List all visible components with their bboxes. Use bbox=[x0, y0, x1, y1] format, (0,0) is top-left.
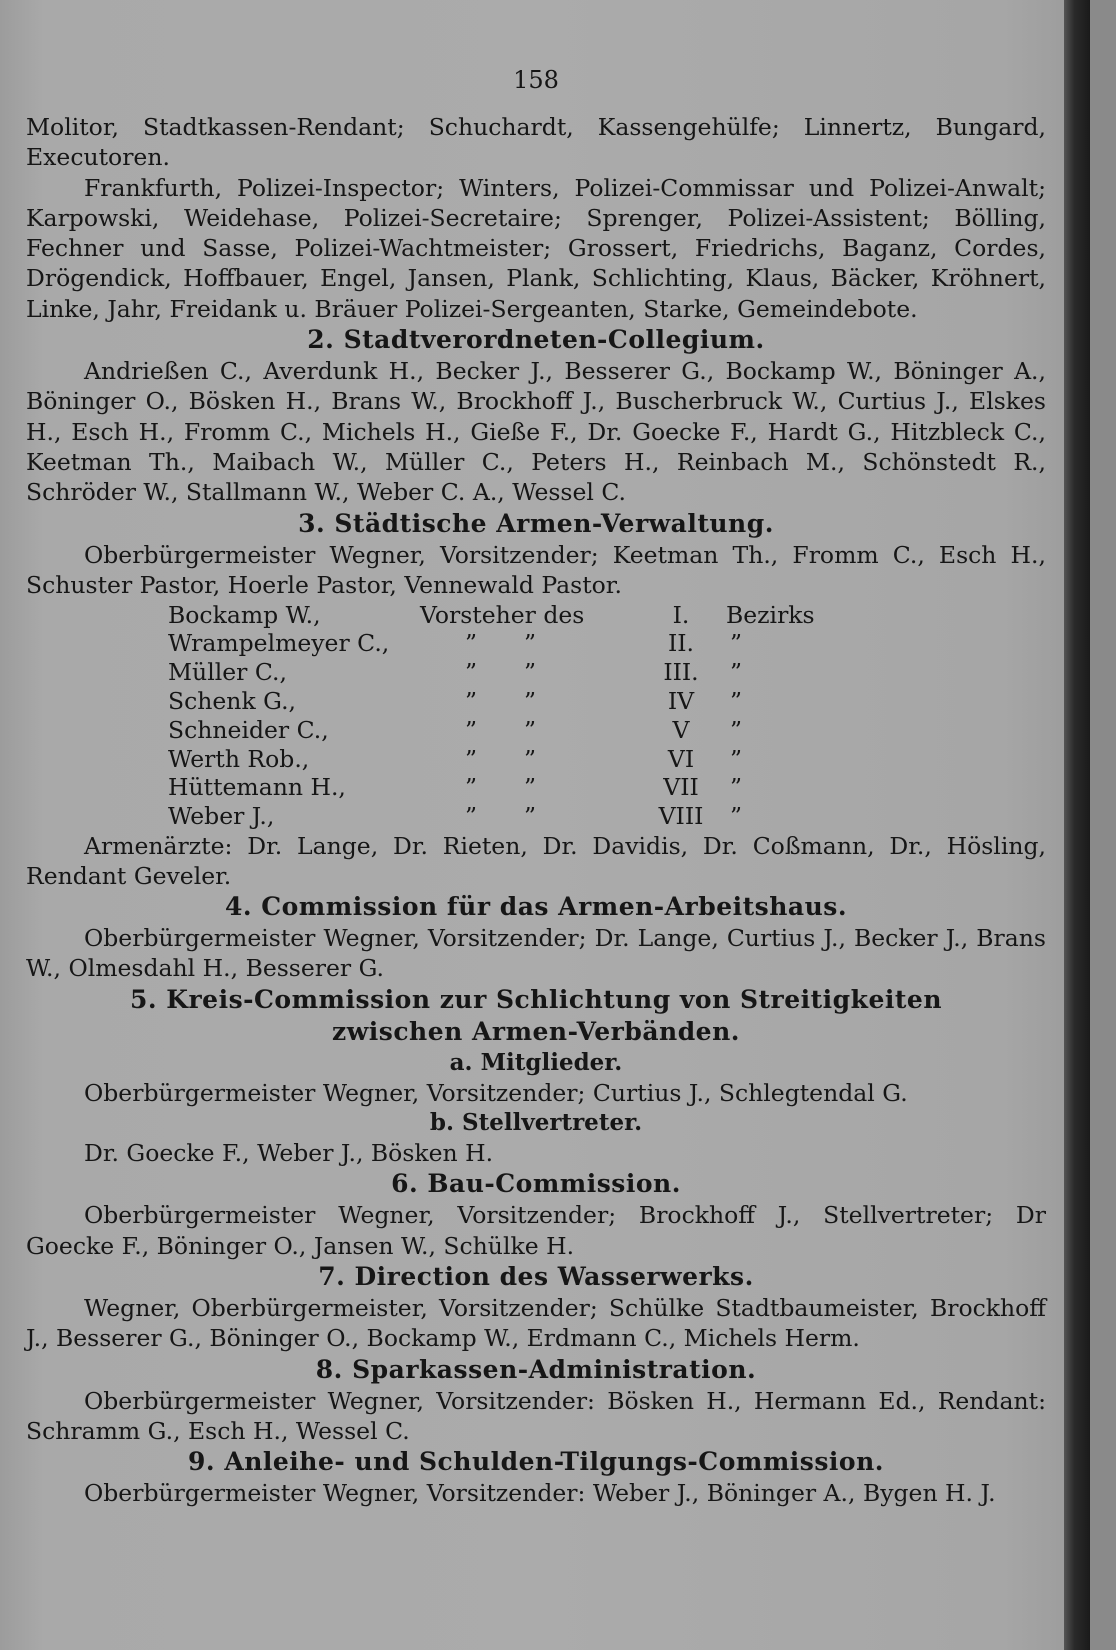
district-row bbox=[168, 658, 866, 687]
heading-stadtverordneten: 2. Stadtverordneten-Collegium. bbox=[307, 325, 765, 355]
paragraph-sparkasse: Oberbürgermeister Wegner, Vorsitzender: Bösken H., Hermann Ed., Rendant: Schramm G., Esch H., Wessel C. bbox=[26, 1386, 1046, 1445]
district-overseer: Bockamp W., bbox=[168, 600, 321, 629]
heading-kreis-commission-line1: 5. Kreis-Commission zur Schlichtung von Streitigkeiten bbox=[129, 984, 943, 1014]
heading-anleihe-commission: 9. Anleihe- und Schulden-Tilgungs-Commission. bbox=[188, 1447, 884, 1477]
ditto-mark: ” bbox=[464, 629, 477, 658]
district-row bbox=[168, 744, 866, 773]
district-unit-ditto bbox=[726, 629, 866, 658]
ditto-mark: ” bbox=[464, 715, 477, 744]
ditto-mark: ” bbox=[730, 773, 743, 802]
paragraph-armen-arbeitshaus: Oberbürgermeister Wegner, Vorsitzender; Dr. Lange, Curtius J., Becker J., Brans W., Olmesdahl H., Besserer G. bbox=[26, 924, 1046, 983]
paragraph-armenaerzte: Armenärzte: Dr. Lange, Dr. Rieten, Dr. Davidis, Dr. Coßmann, Dr., Hösling, Rendant Geveler. bbox=[26, 831, 1046, 890]
paragraph-bau-commission: Oberbürgermeister Wegner, Vorsitzender; Brockhoff J., Stellvertreter; Dr Goecke F., Böninger O., Jansen W., Schülke H. bbox=[26, 1201, 1046, 1260]
district-overseer: Schenk G., bbox=[168, 686, 297, 715]
paragraph-armen-verwaltung: Oberbürgermeister Wegner, Vorsitzender; Keetman Th., Fromm C., Esch H., Schuster Pastor, Hoerle Pastor, Vennewald Pastor. bbox=[26, 540, 1046, 599]
district-unit-ditto bbox=[726, 773, 866, 802]
district-number: VIII bbox=[658, 802, 704, 831]
district-number: I. bbox=[672, 600, 690, 629]
district-overseer: Hüttemann H., bbox=[168, 773, 346, 802]
district-number: VII bbox=[663, 773, 699, 802]
heading-kreis-commission-line2: zwischen Armen-Verbänden. bbox=[332, 1016, 740, 1046]
district-overseer: Weber J., bbox=[168, 802, 275, 831]
district-role-ditto bbox=[420, 744, 636, 773]
district-role-ditto bbox=[420, 687, 636, 716]
district-role-ditto bbox=[420, 715, 636, 744]
district-unit-ditto bbox=[726, 715, 866, 744]
ditto-mark: ” bbox=[464, 686, 477, 715]
district-table bbox=[168, 600, 866, 830]
district-role: Vorsteher des bbox=[420, 600, 585, 629]
district-number: III. bbox=[663, 658, 699, 687]
ditto-mark: ” bbox=[464, 773, 477, 802]
district-role-ditto bbox=[420, 629, 636, 658]
ditto-mark: ” bbox=[523, 773, 536, 802]
district-number: II. bbox=[667, 629, 695, 658]
paragraph-polizei: Frankfurth, Polizei-Inspector; Winters, Polizei-Commissar und Polizei-Anwalt; Karpowski, Weidehase, Polizei-Secretaire; Sprenger, Polizei-Assistent; Bölling, Fechner und Sasse, Polizei-Wachtmeister; Grossert, Friedrichs, Baganz, Cordes, Drögendick, Hoffbauer, Engel, Jansen, Plank, Schlichting, Klaus, Bäcker, Kröhnert, Linke, Jahr, Freidank u. Bräuer Polizei-Sergeanten, Starke, Gemeindebote. bbox=[26, 173, 1046, 323]
district-unit-ditto bbox=[726, 802, 866, 831]
district-row bbox=[168, 687, 866, 716]
district-row bbox=[168, 629, 866, 658]
district-number: V bbox=[672, 715, 690, 744]
district-overseer: Wrampelmeyer C., bbox=[168, 629, 390, 658]
district-row bbox=[168, 802, 866, 831]
district-overseer: Schneider C., bbox=[168, 715, 329, 744]
ditto-mark: ” bbox=[464, 744, 477, 773]
ditto-mark: ” bbox=[730, 715, 743, 744]
paragraph-anleihe-commission: Oberbürgermeister Wegner, Vorsitzender: Weber J., Böninger A., Bygen H. J. bbox=[84, 1479, 996, 1508]
ditto-mark: ” bbox=[464, 802, 477, 831]
heading-armen-verwaltung: 3. Städtische Armen-Verwaltung. bbox=[298, 508, 774, 538]
ditto-mark: ” bbox=[730, 658, 743, 687]
heading-armen-arbeitshaus: 4. Commission für das Armen-Arbeitshaus. bbox=[224, 892, 848, 922]
district-number: IV bbox=[667, 686, 695, 715]
page-number: 158 bbox=[513, 66, 559, 94]
district-number: VI bbox=[667, 744, 695, 773]
district-row bbox=[168, 773, 866, 802]
paragraph-stellvertreter: Dr. Goecke F., Weber J., Bösken H. bbox=[84, 1139, 494, 1168]
paragraph-mitglieder: Oberbürgermeister Wegner, Vorsitzender; Curtius J., Schlegtendal G. bbox=[84, 1078, 908, 1107]
ditto-mark: ” bbox=[523, 802, 536, 831]
heading-wasserwerk: 7. Direction des Wasserwerks. bbox=[318, 1261, 754, 1291]
paragraph-stadtverordneten: Andrießen C., Averdunk H., Becker J., Besserer G., Bockamp W., Böninger A., Böninger O., Bösken H., Brans W., Brockhoff J., Buscherbruck W., Curtius J., Elskes H., Esch H., Fromm C., Michels H., Gieße F., Dr. Goecke F., Hardt G., Hitzbleck C., Keetman Th., Maibach W., Müller C., Peters H., Reinbach M., Schönstedt R., Schröder W., Stallmann W., Weber C. A., Wessel C. bbox=[26, 357, 1046, 507]
ditto-mark: ” bbox=[523, 658, 536, 687]
subheading-mitglieder: a. Mitglieder. bbox=[449, 1048, 623, 1076]
ditto-mark: ” bbox=[523, 629, 536, 658]
district-unit-ditto bbox=[726, 687, 866, 716]
ditto-mark: ” bbox=[523, 715, 536, 744]
paragraph-wasserwerk: Wegner, Oberbürgermeister, Vorsitzender; Schülke Stadtbaumeister, Brockhoff J., Besserer G., Böninger O., Bockamp W., Erdmann C., Michels Herm. bbox=[26, 1293, 1046, 1353]
district-row bbox=[168, 715, 866, 744]
district-overseer: Werth Rob., bbox=[168, 744, 310, 773]
district-unit-ditto bbox=[726, 744, 866, 773]
district-role-ditto bbox=[420, 658, 636, 687]
district-row bbox=[168, 600, 866, 629]
district-role-ditto bbox=[420, 802, 636, 831]
ditto-mark: ” bbox=[730, 744, 743, 773]
ditto-mark: ” bbox=[464, 658, 477, 687]
heading-sparkasse: 8. Sparkassen-Administration. bbox=[315, 1354, 757, 1384]
subheading-stellvertreter: b. Stellvertreter. bbox=[429, 1109, 643, 1137]
ditto-mark: ” bbox=[523, 686, 536, 715]
ditto-mark: ” bbox=[730, 802, 743, 831]
district-unit-ditto bbox=[726, 658, 866, 687]
district-overseer: Müller C., bbox=[168, 658, 287, 687]
district-unit: Bezirks bbox=[726, 600, 815, 629]
district-role-ditto bbox=[420, 773, 636, 802]
heading-bau-commission: 6. Bau-Commission. bbox=[391, 1169, 681, 1199]
ditto-mark: ” bbox=[730, 629, 743, 658]
ditto-mark: ” bbox=[730, 686, 743, 715]
ditto-mark: ” bbox=[523, 744, 536, 773]
page-edge-shadow bbox=[1064, 0, 1090, 1650]
paragraph-stadtkasse: Molitor, Stadtkassen-Rendant; Schuchardt, Kassengehülfe; Linnertz, Bungard, Executoren. bbox=[26, 113, 1046, 172]
